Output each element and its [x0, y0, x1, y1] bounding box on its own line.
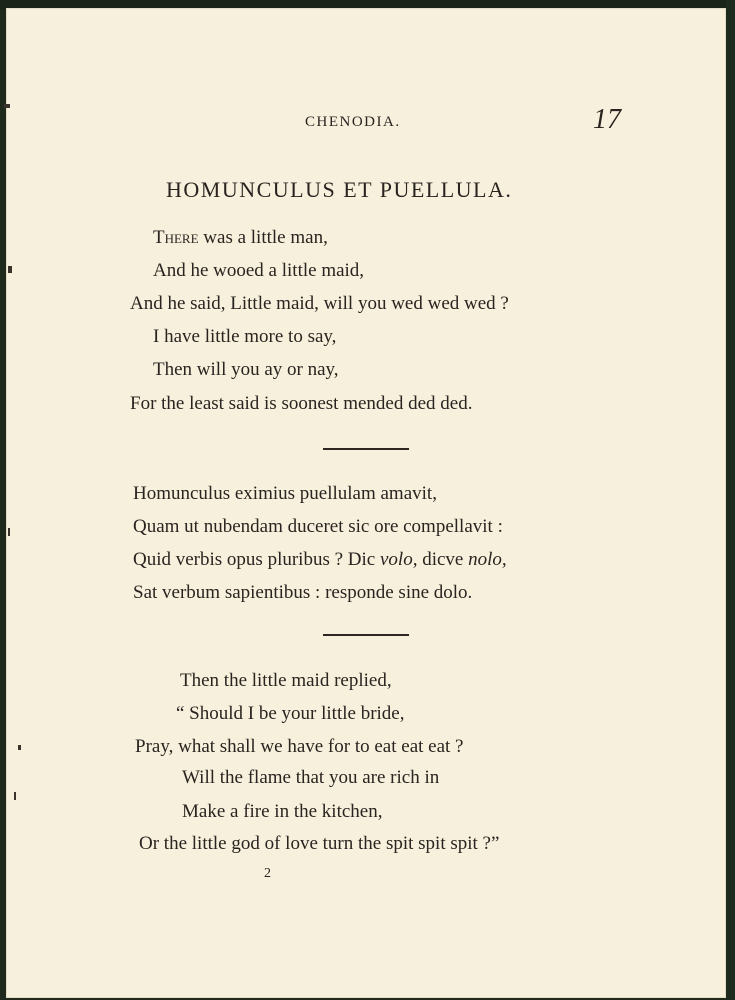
scan-right-edge — [726, 0, 735, 1000]
latin-line3 — [133, 549, 507, 571]
stanza2-line3: Pray, what shall we have for to eat eat eat ? — [135, 736, 464, 757]
margin-speck — [18, 745, 21, 750]
margin-speck — [14, 792, 16, 800]
poem-title: HOMUNCULUS ET PUELLULA. — [166, 177, 513, 202]
stanza2-line2: “ Should I be your little bride, — [176, 703, 405, 724]
stanza2-line5: Make a fire in the kitchen, — [182, 801, 383, 822]
stanza1-line4: I have little more to say, — [153, 326, 337, 347]
line-text: dicve — [417, 549, 469, 570]
stanza2-line6: Or the little god of love turn the spit spit spit ?” — [139, 833, 500, 854]
latin-line4: Sat verbum sapientibus : responde sine dolo. — [133, 582, 473, 603]
section-divider — [323, 634, 409, 636]
stanza2-line4: Will the flame that you are rich in — [182, 767, 440, 788]
section-divider — [323, 448, 409, 450]
stanza2-line1: Then the little maid replied, — [180, 670, 392, 691]
stanza1-line6: For the least said is soonest mended ded ded. — [130, 393, 473, 414]
signature-mark: 2 — [264, 866, 271, 881]
italic-word: nolo, — [468, 549, 507, 570]
small-caps-word: There — [153, 227, 199, 248]
margin-speck — [8, 528, 10, 536]
stanza1-line2: And he wooed a little maid, — [153, 260, 365, 281]
running-title: CHENODIA. — [305, 114, 401, 130]
latin-line2: Quam ut nubendam duceret sic ore compellavit : — [133, 516, 503, 537]
italic-word: volo, — [379, 549, 418, 570]
line-text: was a little man, — [198, 227, 328, 248]
stanza1-line3: And he said, Little maid, will you wed wed wed ? — [130, 293, 509, 314]
page-number: 17 — [593, 104, 621, 135]
latin-line1: Homunculus eximius puellulam amavit, — [133, 483, 437, 504]
margin-speck — [4, 104, 10, 108]
stanza1-line5: Then will you ay or nay, — [153, 359, 339, 380]
stanza1-line1 — [153, 227, 328, 249]
line-text: Quid verbis opus pluribus ? Dic — [133, 549, 380, 570]
margin-speck — [8, 266, 12, 273]
